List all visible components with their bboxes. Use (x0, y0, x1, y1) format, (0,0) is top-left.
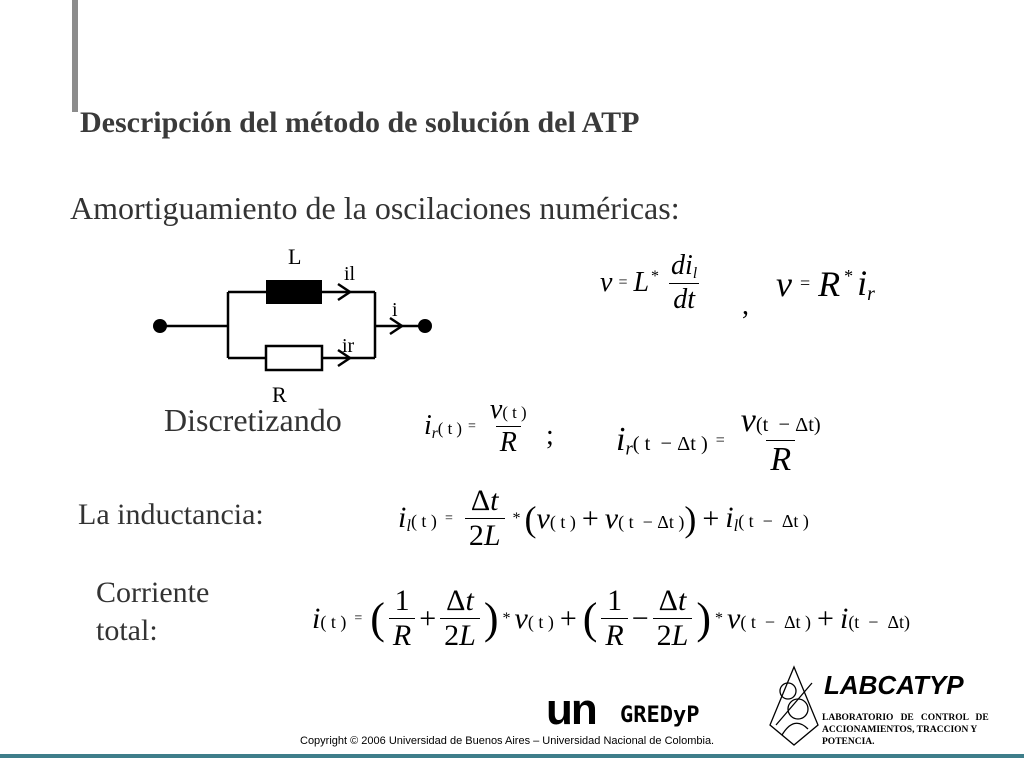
lab-desc-line2: ACCIONAMIENTOS, TRACCION Y POTENCIA. (822, 725, 977, 747)
footer-rule (0, 754, 1024, 758)
equation-v-resistor: v = R * $i_r$ (776, 263, 875, 305)
inductancia-label: La inductancia: (78, 498, 264, 531)
lab-desc-line1: LABORATORIO DE CONTROL DE (822, 713, 989, 723)
slide-title: Descripción del método de solución del ATP (80, 106, 640, 139)
labcatyp-description (822, 712, 1024, 748)
discretizando-label: Discretizando (164, 402, 342, 438)
section-heading: Amortiguamiento de la oscilaciones numéricas: (70, 190, 680, 226)
resistor-label: R (272, 382, 287, 407)
labcatyp-logo: LABCATYP (824, 670, 964, 700)
inductor-label: L (288, 244, 302, 269)
copyright-text: Copyright © 2006 Universidad de Buenos Aires – Universidad Nacional de Colombia. (300, 735, 715, 747)
equation-v-inductor: v = L * $\frac{di_l}{dt}$ (600, 250, 698, 315)
corriente-label-line2: total: (96, 614, 158, 647)
title-accent-bar (72, 0, 78, 112)
corriente-label-line1: Corriente (96, 576, 210, 609)
un-logo: un (546, 685, 596, 734)
current-il-label: il (344, 263, 356, 285)
rl-circuit-diagram (140, 240, 460, 410)
current-ir-label: ir (342, 335, 355, 357)
equation-ir-previous: $i_r$( t − Δt ) = $\frac{v(t - \Delta t)}{R}$ (616, 402, 821, 478)
equation-semicolon: ; (546, 420, 554, 451)
labcatyp-emblem-icon (768, 665, 820, 747)
inductor-symbol (266, 280, 322, 304)
current-i-label: i (392, 299, 398, 321)
gredyp-logo: GREDyP (620, 703, 700, 728)
equation-separator: , (742, 290, 749, 321)
equation-il-discrete: $i_l$( t ) = $\frac{\Delta t}{2L}$ * ( v( t ) + v( t − Δt ) ) + $i_l$( t − Δt ) (398, 484, 809, 552)
equation-ir-discrete: $i_r$( t ) = $\frac{v( t )}{R}$ (424, 394, 527, 458)
equation-i-total: i( t ) = ( $\frac{1}{R}$ + $\frac{\Delta t}{2L}$ ) * v( t ) + ( $\frac{1}{R}$ − $\frac{\Delta t}{2L}$ ) * v( t − Δt ) + i(t − Δt) (312, 584, 911, 652)
terminal-left (153, 319, 167, 333)
terminal-right (418, 319, 432, 333)
corriente-total-label (96, 574, 209, 650)
